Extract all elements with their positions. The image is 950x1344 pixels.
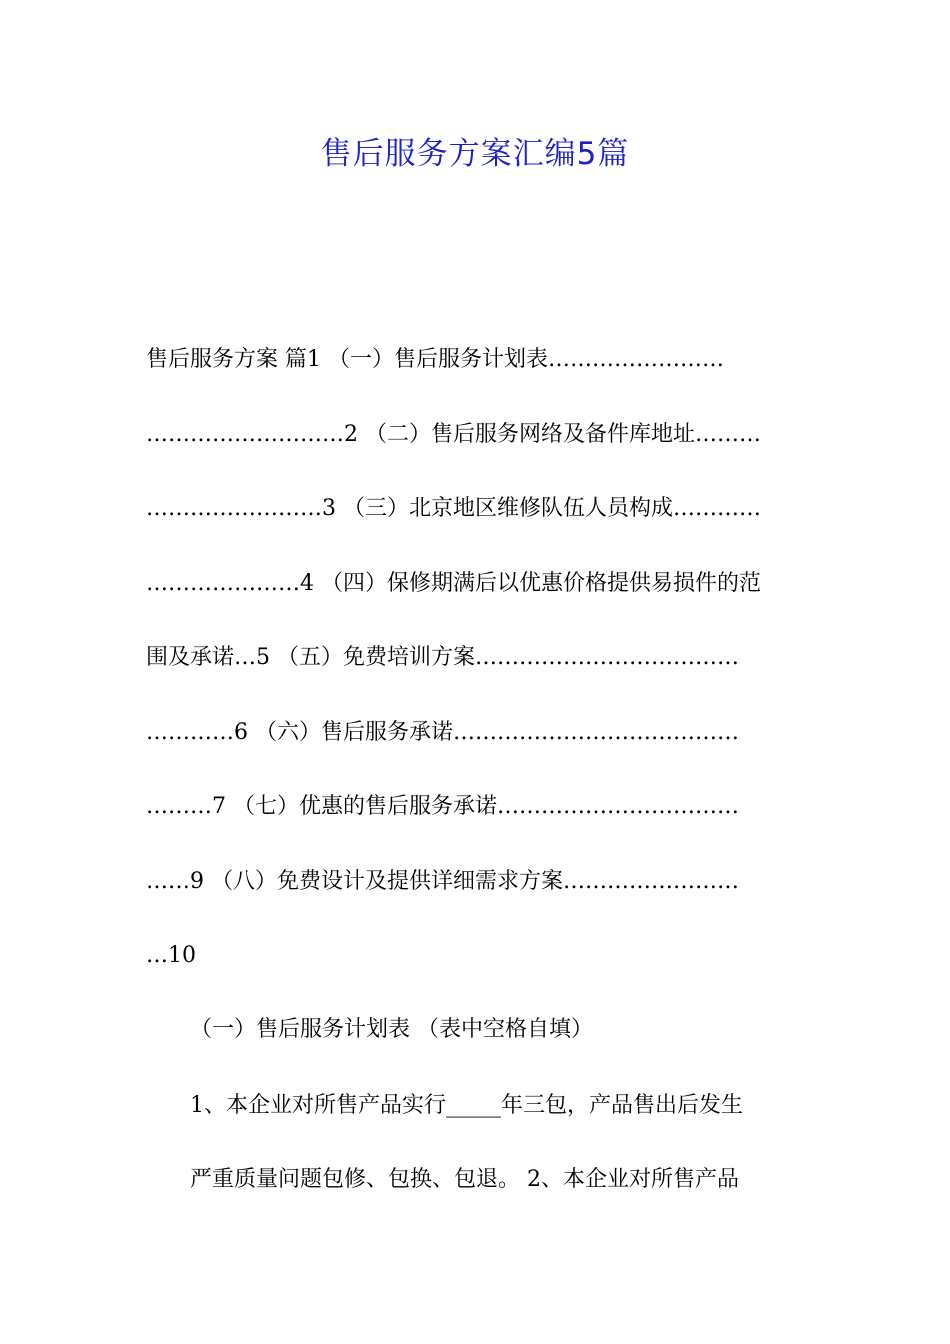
toc-line: 售后服务方案 篇1 （一）售后服务计划表…………………… <box>146 347 724 372</box>
page-title: 售后服务方案汇编5篇 <box>320 136 630 172</box>
toc-line: ………7 （七）优惠的售后服务承诺…………………………… <box>146 794 739 819</box>
table-of-contents <box>146 340 806 1011</box>
section-heading: （一）售后服务计划表 （表中空格自填） <box>190 1017 593 1042</box>
paragraph-line: 1、本企业对所售产品实行_____年三包，产品售出后发生 <box>190 1093 743 1118</box>
toc-line: …10 <box>146 943 196 968</box>
toc-line: …………………4 （四）保修期满后以优惠价格提供易损件的范 <box>146 570 761 596</box>
toc-line: ………………………2 （二）售后服务网络及备件库地址……… <box>146 421 761 447</box>
paragraph-line: 严重质量问题包修、包换、包退。 2、本企业对所售产品 <box>190 1167 739 1192</box>
toc-line: ……………………3 （三）北京地区维修队伍人员构成………… <box>146 496 761 521</box>
toc-line: …………6 （六）售后服务承诺………………………………… <box>146 719 739 745</box>
toc-line: ……9 （八）免费设计及提供详细需求方案…………………… <box>146 868 739 894</box>
toc-line: 围及承诺…5 （五）免费培训方案……………………………… <box>146 645 739 670</box>
